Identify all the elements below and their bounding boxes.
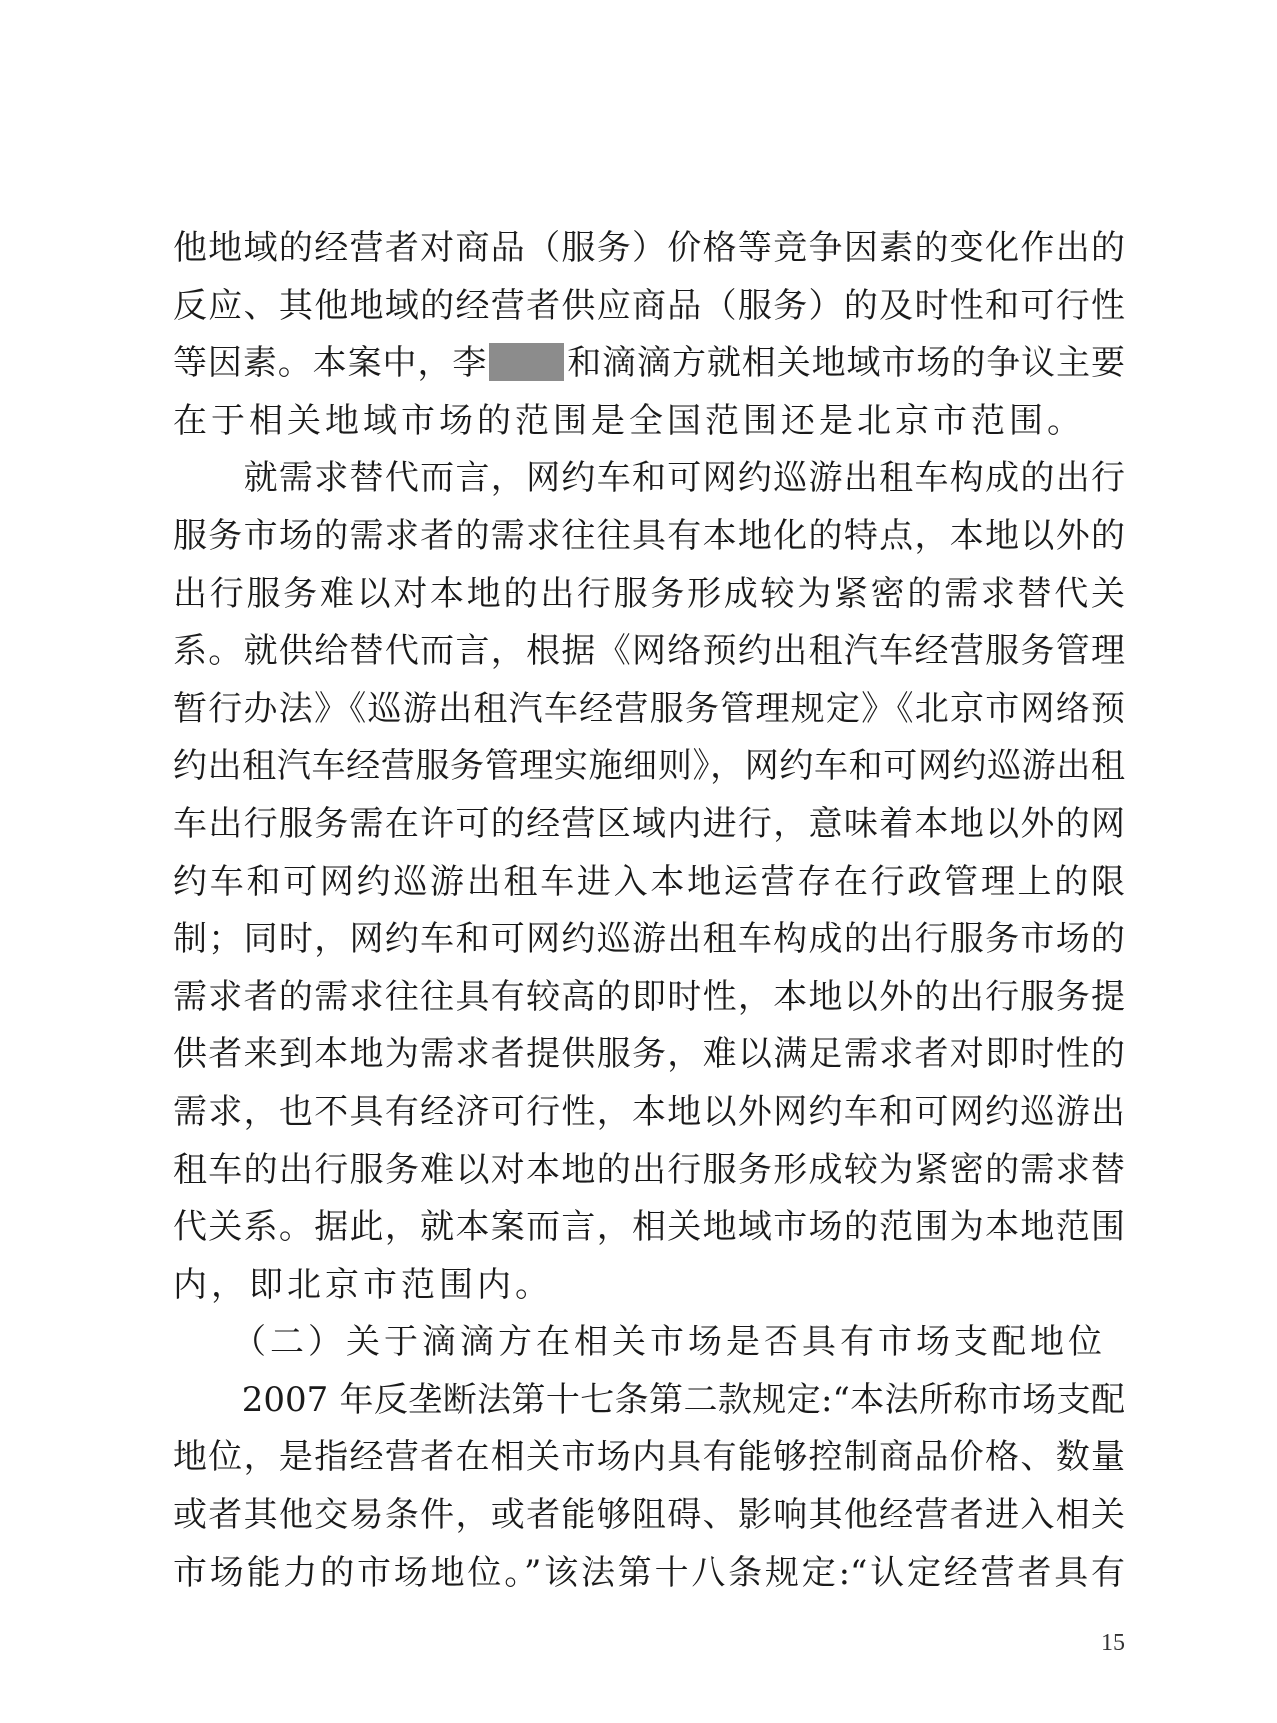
page-number: 15 [1101, 1630, 1125, 1656]
text-line: 租车的出行服务难以对本地的出行服务形成较为紧密的需求替 [173, 1149, 1125, 1190]
text-line: 或者其他交易条件，或者能够阻碍、影响其他经营者进入相关 [173, 1495, 1125, 1536]
text-line: 系。就供给替代而言，根据《网络预约出租汽车经营服务管理 [173, 631, 1125, 672]
text-line: 服务市场的需求者的需求往往具有本地化的特点，本地以外的 [173, 515, 1125, 556]
text-fragment: 和滴滴方就相关地域市场的争议主要 [566, 343, 1125, 384]
text-line: 车出行服务需在许可的经营区域内进行，意味着本地以外的网 [173, 803, 1125, 844]
text-line: 2007 年反垄断法第十七条第二款规定:“本法所称市场支配 [173, 1379, 1125, 1420]
text-line: 约出租汽车经营服务管理实施细则》，网约车和可网约巡游出租 [173, 746, 1125, 787]
text-fragment: 等因素。本案中，李 [173, 343, 488, 384]
text-line: 出行服务难以对本地的出行服务形成较为紧密的需求替代关 [173, 573, 1125, 614]
text-line: 反应、其他地域的经营者供应商品（服务）的及时性和可行性 [173, 285, 1125, 326]
body-text [173, 220, 1125, 1602]
text-line: 供者来到本地为需求者提供服务，难以满足需求者对即时性的 [173, 1034, 1125, 1075]
text-line: 需求，也不具有经济可行性，本地以外网约车和可网约巡游出 [173, 1091, 1125, 1132]
text-line: 地位，是指经营者在相关市场内具有能够控制商品价格、数量 [173, 1437, 1125, 1478]
text-line: 需求者的需求往往具有较高的即时性，本地以外的出行服务提 [173, 976, 1125, 1017]
redaction-box [489, 343, 564, 381]
section-heading: （二）关于滴滴方在相关市场是否具有市场支配地位 [173, 1322, 1106, 1363]
text-line: 制；同时，网约车和可网约巡游出租车构成的出行服务市场的 [173, 919, 1125, 960]
text-line: 市场能力的市场地位。”该法第十八条规定:“认定经营者具有 [173, 1552, 1125, 1593]
text-line: 代关系。据此，就本案而言，相关地域市场的范围为本地范围 [173, 1207, 1125, 1248]
text-line-with-redaction [173, 335, 1125, 393]
text-line: 内，即北京市范围内。 [173, 1264, 553, 1305]
text-line: 就需求替代而言，网约车和可网约巡游出租车构成的出行 [173, 458, 1125, 499]
text-line: 他地域的经营者对商品（服务）价格等竞争因素的变化作出的 [173, 228, 1125, 268]
text-line: 暂行办法》《巡游出租汽车经营服务管理规定》《北京市网络预 [173, 688, 1125, 729]
text-line: 在于相关地域市场的范围是全国范围还是北京市范围。 [173, 400, 1085, 441]
text-line: 约车和可网约巡游出租车进入本地运营存在行政管理上的限 [173, 861, 1125, 902]
